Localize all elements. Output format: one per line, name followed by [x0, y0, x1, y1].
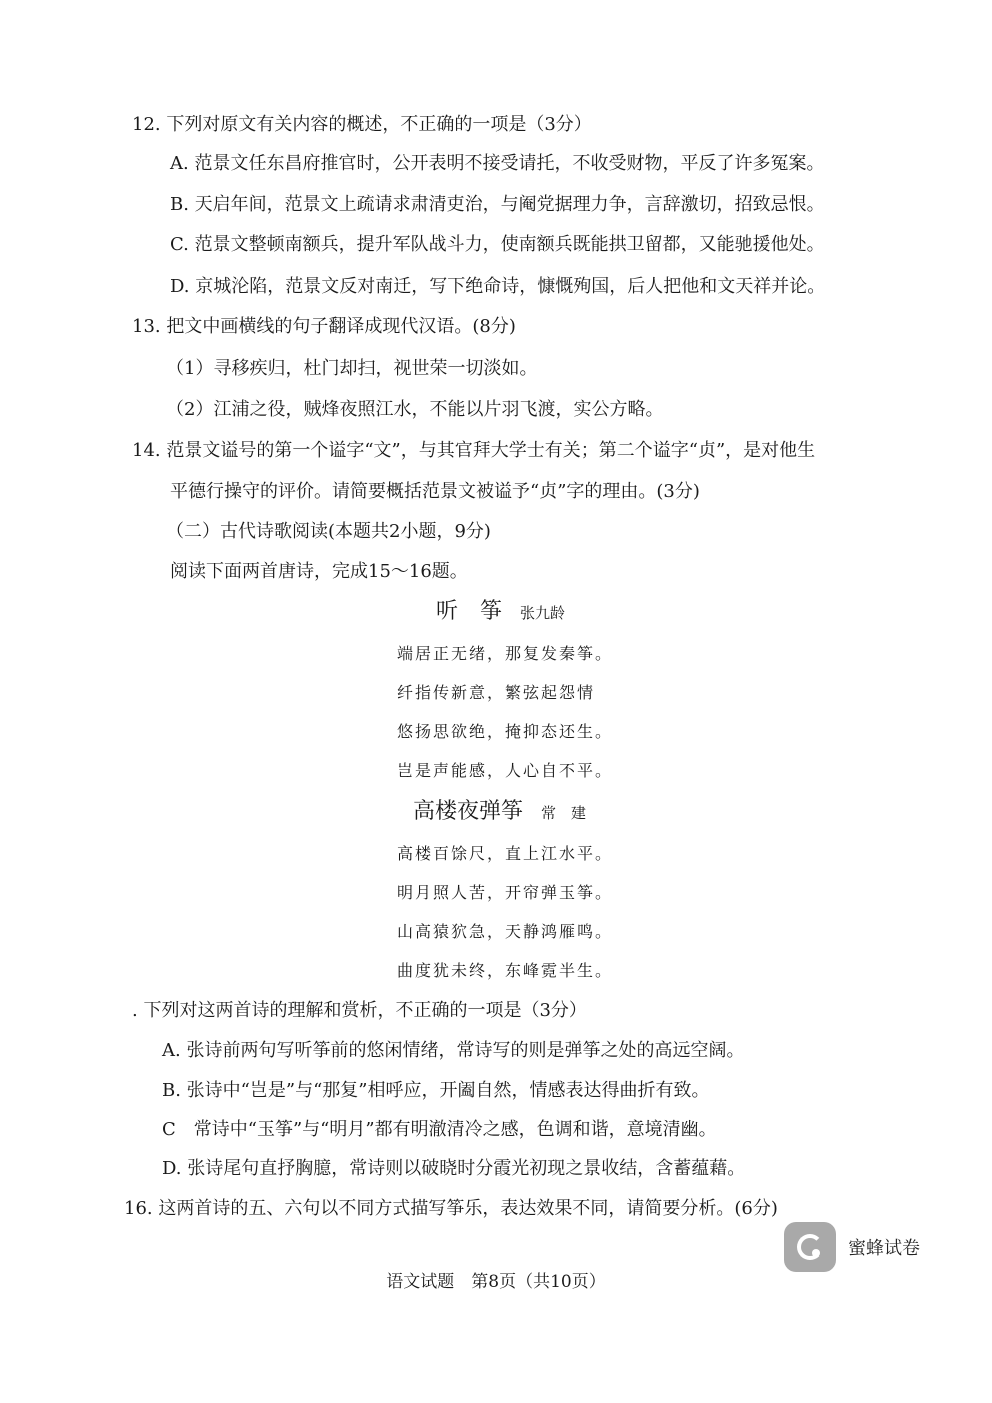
poem2-line: 曲度犹未终，东峰霓半生。 [397, 961, 614, 980]
q16-stem: 16. 这两首诗的五、六句以不同方式描写筝乐，表达效果不同，请简要分析。(6分) [124, 1198, 778, 1219]
q12-option-d: D. 京城沦陷，范景文反对南迁，写下绝命诗，慷慨殉国，后人把他和文天祥并论。 [170, 276, 826, 297]
q14-line-1: 14. 范景文谥号的第一个谥字“文”，与其官拜大学士有关；第二个谥字“贞”，是对他生 [132, 440, 816, 461]
q12-stem: 12. 下列对原文有关内容的概述，不正确的一项是（3分） [132, 114, 592, 135]
q13-stem: 13. 把文中画横线的句子翻译成现代汉语。(8分) [132, 316, 516, 337]
page-footer: 语文试题 第8页（共10页） [386, 1272, 606, 1292]
beehive-logo-icon [784, 1222, 836, 1272]
poem2-title-text: 高楼夜弹筝 [413, 799, 524, 824]
q13-sentence-2: （2）江浦之役，贼烽夜照江水，不能以片羽飞渡，实公方略。 [166, 399, 664, 420]
poem2-line: 山高猿狖急，天静鸿雁鸣。 [397, 922, 614, 941]
q12-option-c: C. 范景文整顿南额兵，提升军队战斗力，使南额兵既能拱卫留都，又能驰援他处。 [170, 234, 825, 255]
watermark [784, 1222, 920, 1272]
poem1-line: 端居正无绪，那复发秦筝。 [397, 644, 614, 663]
poem2-author: 常 建 [541, 804, 587, 822]
q15-option-d: D. 张诗尾句直抒胸臆，常诗则以破晓时分霞光初现之景收结，含蓄蕴藉。 [162, 1158, 746, 1179]
section-intro: 阅读下面两首唐诗，完成15～16题。 [170, 561, 468, 582]
poem1-title [436, 598, 565, 627]
q14-line-2: 平德行操守的评价。请简要概括范景文被谥予“贞”字的理由。(3分) [170, 481, 700, 502]
q12-option-a: A. 范景文任东昌府推官时，公开表明不接受请托，不收受财物，平反了许多冤案。 [170, 153, 825, 174]
q12-option-b: B. 天启年间，范景文上疏请求肃清吏治，与阉党据理力争，言辞激切，招致忌恨。 [170, 194, 825, 215]
poem2-title [413, 798, 586, 827]
q15-option-a: A. 张诗前两句写听筝前的悠闲情绪，常诗写的则是弹筝之处的高远空阔。 [162, 1040, 745, 1061]
poem2-line: 高楼百馀尺，直上江水平。 [397, 844, 614, 863]
q15-option-b: B. 张诗中“岂是”与“那复”相呼应，开阖自然，情感表达得曲折有致。 [162, 1080, 710, 1101]
poem1-line: 悠扬思欲绝，掩抑态还生。 [397, 722, 614, 741]
poem1-title-text: 听 筝 [436, 599, 503, 624]
q13-sentence-1: （1）寻移疾归，杜门却扫，视世荣一切淡如。 [166, 358, 538, 379]
poem1-line: 纤指传新意，繁弦起怨情 [397, 683, 596, 702]
q15-stem: . 下列对这两首诗的理解和赏析，不正确的一项是（3分） [132, 1000, 587, 1021]
poem1-author: 张九龄 [520, 604, 566, 622]
watermark-text: 蜜蜂试卷 [848, 1238, 920, 1259]
poem2-line: 明月照人苦，开帘弹玉筝。 [397, 883, 614, 902]
q15-option-c: C 常诗中“玉筝”与“明月”都有明澈清冷之感，色调和谐，意境清幽。 [162, 1119, 717, 1140]
section-heading: （二）古代诗歌阅读(本题共2小题，9分) [166, 521, 491, 542]
poem1-line: 岂是声能感，人心自不平。 [397, 761, 614, 780]
